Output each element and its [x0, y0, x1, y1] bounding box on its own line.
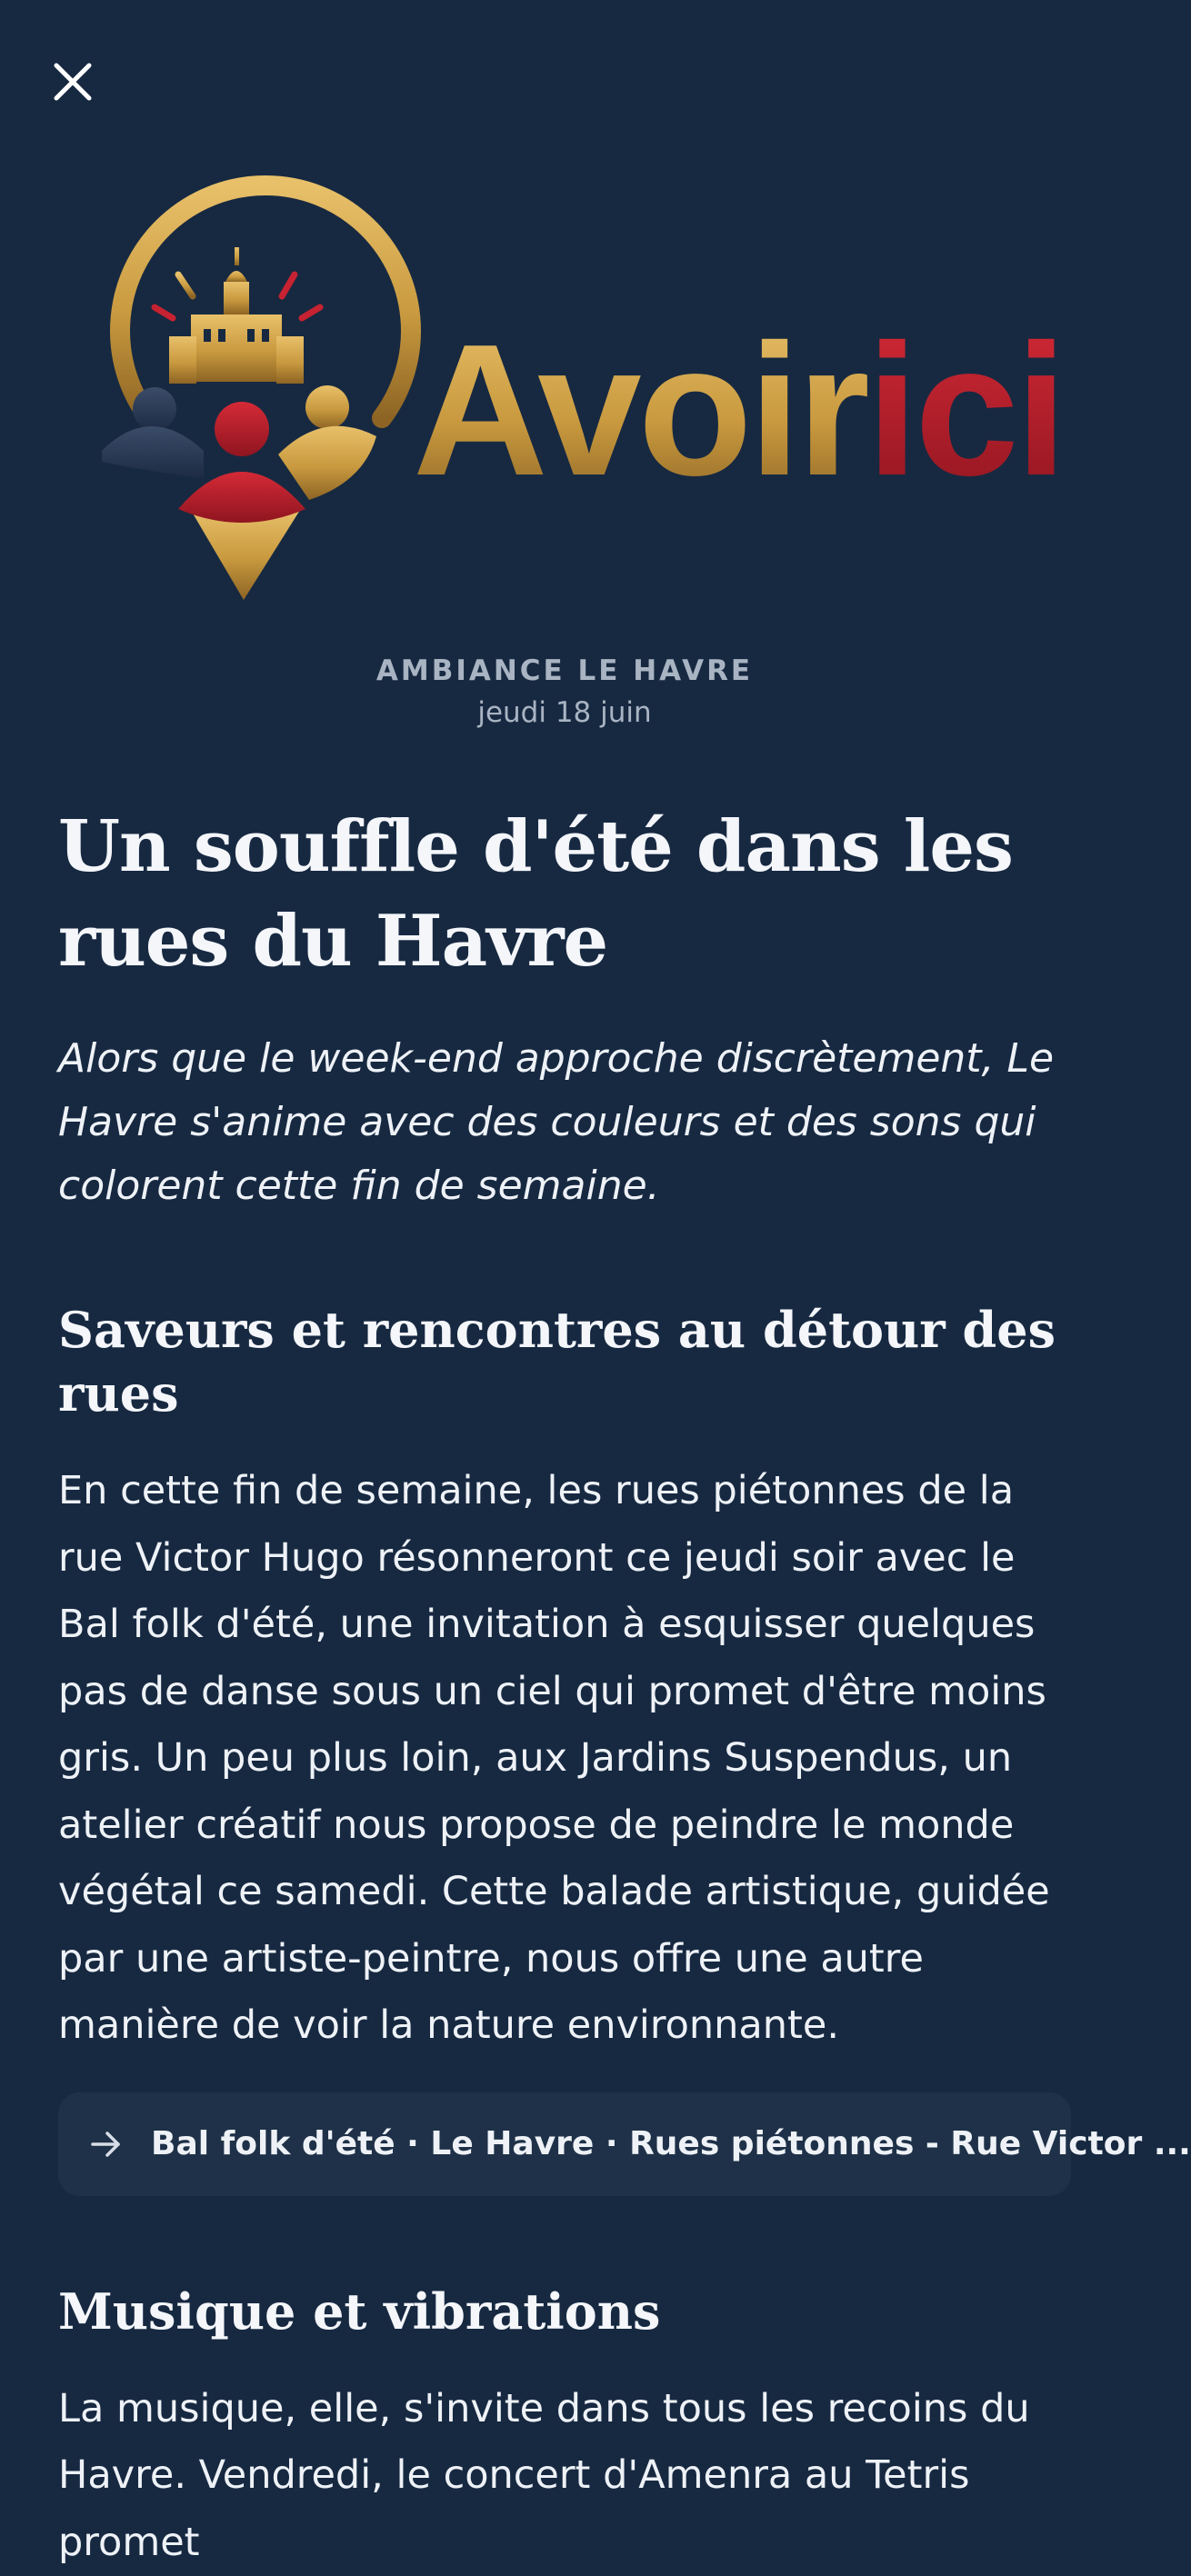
section-paragraph: La musique, elle, s'invite dans tous les recoins du Havre. Vendredi, le concert d'Amenra au Tetris promet [58, 2376, 1071, 2576]
brand-logo [82, 191, 1046, 618]
section-paragraph: En cette fin de semaine, les rues piétonnes de la rue Victor Hugo résonneront ce jeudi soir avec le Bal folk d'été, une invitation à esquisser quelques pas de danse sous un ciel qui promet d'être moins gris. Un peu plus loin, aux Jardins Suspendus, un atelier créatif nous propose de peindre le monde végétal ce samedi. Cette balade artistique, guidée par une artiste-peintre, nous offre une autre manière de voir la nature environnante. [58, 1458, 1071, 2060]
event-link-label: Bal folk d'été · Le Havre · Rues piétonnes - Rue Victor ... [151, 2125, 1191, 2162]
section-heading: Saveurs et rencontres au détour des rues [58, 1298, 1071, 1425]
close-icon [53, 62, 93, 102]
brand-name-ici: ici [866, 305, 1064, 514]
article-date: jeudi 18 juin [0, 696, 1129, 729]
event-link[interactable] [58, 2092, 1071, 2196]
section-heading: Musique et vibrations [58, 2280, 1071, 2343]
article-title: Un souffle d'été dans les rues du Havre [58, 800, 1071, 989]
category-kicker: AMBIANCE LE HAVRE [0, 654, 1129, 687]
svg-text:Avoirici [413, 305, 1064, 514]
article-lead: Alors que le week-end approche discrètement, Le Havre s'anime avec des couleurs et des sons qui colorent cette fin de semaine. [58, 1027, 1071, 1218]
arrow-right-icon [91, 2126, 127, 2162]
article-body [58, 800, 1071, 2576]
brand-name-avoir: Avoir [413, 305, 868, 514]
close-button[interactable] [45, 55, 100, 109]
location-pin-icon [102, 185, 411, 600]
